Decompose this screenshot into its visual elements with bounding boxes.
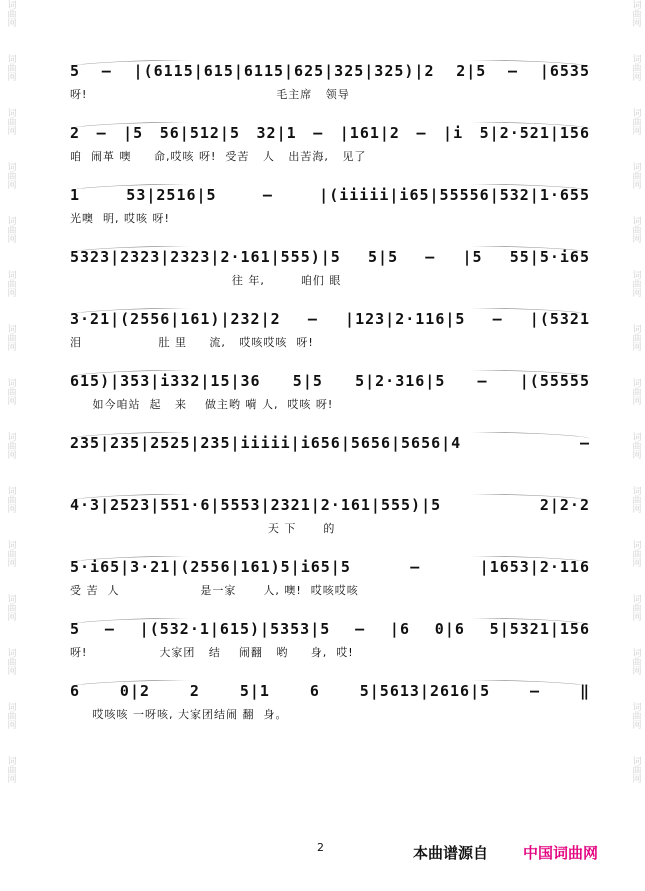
watermark-left	[2, 0, 18, 891]
watermark-text: 词曲网	[5, 432, 16, 459]
notation-line: 615)|353|i332|15|36 5|5 5|2·316|5 – |(55555	[70, 372, 590, 390]
lyrics-line: 呀! 大家团 结 闹翻 哟 身, 哎!	[70, 646, 354, 659]
watermark-text: 词曲网	[630, 216, 641, 243]
watermark-text: 词曲网	[5, 648, 16, 675]
score-line-9	[70, 544, 590, 606]
lyrics-line: 受 苦 人 是一家 人, 噢! 哎咳哎咳	[70, 584, 359, 597]
score-line-11	[70, 668, 590, 730]
watermark-text: 词曲网	[5, 756, 16, 783]
watermark-text: 词曲网	[5, 0, 16, 27]
lyrics-line: 咱 闹革 噢 命,哎咳 呀! 受苦 人 出苦海, 见了	[70, 150, 367, 163]
score-line-10	[70, 606, 590, 668]
site-name[interactable]: 中国词曲网	[523, 844, 599, 862]
notation-line: 6 0|2 2 5|1 6 5|5613|2616|5 – ‖	[70, 682, 590, 700]
lyrics-line: 天 下 的	[70, 522, 336, 535]
notation-line: 5·i65|3·21|(2556|161)5|i65|5 – |1653|2·116	[70, 558, 590, 576]
watermark-text: 词曲网	[5, 540, 16, 567]
score-line-2	[70, 110, 590, 172]
notation-line: 1 53|2516|5 – |(iiiii|i65|55556|532|1·655	[70, 186, 590, 204]
notation-line: 5 – |(6115|615|6115|625|325|325)|2 2|5 – |6535	[70, 62, 590, 80]
notation-line: 5 – |(532·1|615)|5353|5 – |6 0|6 5|5321|156	[70, 620, 590, 638]
watermark-text: 词曲网	[630, 540, 641, 567]
notation-line: 3·21|(2556|161)|232|2 – |123|2·116|5 – |(5321	[70, 310, 590, 328]
watermark-text: 词曲网	[630, 756, 641, 783]
watermark-text: 词曲网	[630, 162, 641, 189]
watermark-text: 词曲网	[630, 270, 641, 297]
watermark-text: 词曲网	[630, 648, 641, 675]
watermark-text: 词曲网	[630, 0, 641, 27]
notation-line: 4·3|2523|551·6|5553|2321|2·161|555)|5 2|2·2	[70, 496, 590, 514]
watermark-text: 词曲网	[630, 324, 641, 351]
watermark-text: 词曲网	[630, 432, 641, 459]
watermark-text: 词曲网	[5, 54, 16, 81]
lyrics-line: 光噢 明, 哎咳 呀!	[70, 212, 170, 225]
score-line-3	[70, 172, 590, 234]
watermark-text: 词曲网	[5, 378, 16, 405]
watermark-text: 词曲网	[5, 108, 16, 135]
watermark-text: 词曲网	[5, 702, 16, 729]
page-number: 2	[317, 841, 324, 854]
watermark-right	[627, 0, 643, 891]
source-label: 本曲谱源自	[413, 844, 489, 862]
watermark-text: 词曲网	[630, 54, 641, 81]
watermark-text: 词曲网	[5, 486, 16, 513]
watermark-text: 词曲网	[630, 702, 641, 729]
score-line-8	[70, 482, 590, 544]
watermark-text: 词曲网	[5, 216, 16, 243]
notation-line: 235|235|2525|235|iiiii|i656|5656|5656|4 –	[70, 434, 590, 452]
score-line-6	[70, 358, 590, 420]
watermark-text: 词曲网	[630, 108, 641, 135]
watermark-text: 词曲网	[630, 378, 641, 405]
score-line-7	[70, 420, 590, 482]
score-line-4	[70, 234, 590, 296]
lyrics-line: 往 年, 咱们 眼	[70, 274, 342, 287]
score-line-1	[70, 48, 590, 110]
watermark-text: 词曲网	[5, 594, 16, 621]
watermark-text: 词曲网	[5, 270, 16, 297]
lyrics-line: 如今咱站 起 来 做主哟 嗬 人, 哎咳 呀!	[70, 398, 334, 411]
lyrics-line: 呀! 毛主席 领导	[70, 88, 350, 101]
watermark-text: 词曲网	[630, 594, 641, 621]
lyrics-line: 泪 肚 里 流, 哎咳哎咳 呀!	[70, 336, 314, 349]
watermark-text: 词曲网	[630, 486, 641, 513]
lyrics-line: 哎咳咳 一呀咳, 大家团结闹 翻 身。	[70, 708, 288, 721]
watermark-text: 词曲网	[5, 324, 16, 351]
notation-line: 2 – |5 56|512|5 32|1 – |161|2 – |i 5|2·521|156	[70, 124, 590, 142]
notation-line: 5323|2323|2323|2·161|555)|5 5|5 – |5 55|5·i65	[70, 248, 590, 266]
score-line-5	[70, 296, 590, 358]
watermark-text: 词曲网	[5, 162, 16, 189]
jianpu-score	[70, 48, 590, 730]
